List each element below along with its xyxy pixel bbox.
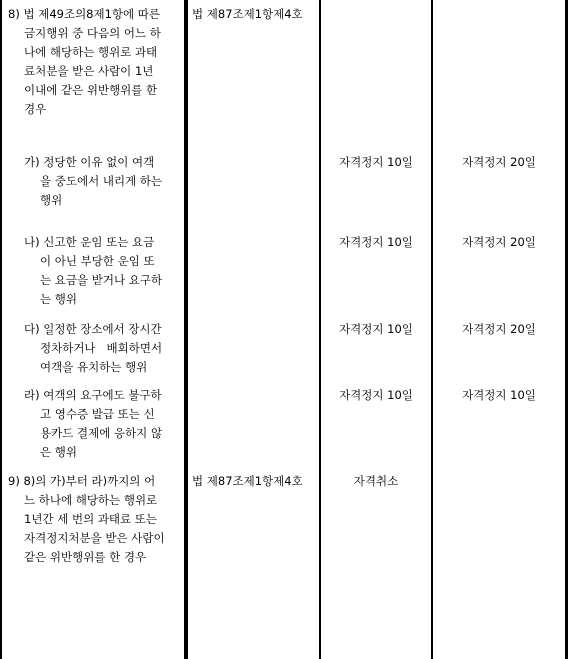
row-8-ra-second-penalty: 자격정지 10일 — [462, 388, 536, 402]
row-8-law: 법 제87조제1항제4호 — [192, 7, 303, 21]
row-8-desc-line-6: 경우 — [24, 102, 47, 116]
row-8-na-description — [8, 233, 162, 309]
row-8-ra-desc-line-2: 고 영수증 발급 또는 신 — [40, 407, 155, 421]
column-border-first-violation — [431, 0, 433, 659]
column-border-law — [319, 0, 321, 659]
row-8-ga-desc-line-1: 가) 정당한 이유 없이 여객 — [24, 155, 155, 169]
row-8-da-desc-line-3: 여객을 유치하는 행위 — [40, 360, 148, 374]
row-8-na-desc-line-3: 는 요금을 받거나 요구하 — [40, 273, 163, 287]
row-8-ra-desc-line-3: 용카드 결제에 응하지 않 — [40, 426, 163, 440]
row-9-law: 법 제87조제1항제4호 — [192, 474, 303, 488]
row-9-desc-line-2: 느 하나에 해당하는 행위로 — [24, 493, 158, 507]
row-8-da-second-penalty: 자격정지 20일 — [462, 322, 536, 336]
row-8-ra-desc-line-4: 은 행위 — [40, 445, 77, 459]
row-8-desc-line-4: 료처분을 받은 사람이 1년 — [24, 64, 154, 78]
row-9-description — [8, 472, 165, 567]
row-8-na-desc-line-2: 이 아닌 부당한 운임 또 — [40, 254, 155, 268]
row-8-ra-description — [8, 386, 162, 462]
row-8-da-first-penalty: 자격정지 10일 — [339, 322, 413, 336]
row-8-da-desc-line-2: 정차하거나 배회하면서 — [40, 341, 163, 355]
row-9-first-penalty: 자격취소 — [353, 474, 399, 488]
row-9-desc-line-4: 자격정지처분을 받은 사람이 — [24, 531, 165, 545]
row-8-desc-line-2: 금지행위 중 다음의 어느 하 — [24, 26, 161, 40]
column-border-left — [0, 0, 2, 659]
column-border-description — [184, 0, 188, 659]
row-8-ra-first-penalty: 자격정지 10일 — [339, 388, 413, 402]
row-8-na-desc-line-1: 나) 신고한 운임 또는 요금 — [24, 235, 155, 249]
row-8-na-second-penalty: 자격정지 20일 — [462, 235, 536, 249]
row-8-desc-line-3: 나에 해당하는 행위로 과태 — [24, 45, 158, 59]
row-8-da-desc-line-1: 다) 일정한 장소에서 장시간 — [24, 322, 162, 336]
row-8-na-first-penalty: 자격정지 10일 — [339, 235, 413, 249]
row-8-ga-desc-line-3: 행위 — [40, 193, 63, 207]
row-9-desc-line-5: 같은 위반행위를 한 경우 — [24, 550, 147, 564]
row-8-na-desc-line-4: 는 행위 — [40, 292, 77, 306]
row-8-ga-second-penalty: 자격정지 20일 — [462, 155, 536, 169]
row-9-desc-line-1: 9) 8)의 가)부터 라)까지의 어 — [8, 474, 156, 488]
row-8-ga-desc-line-2: 을 중도에서 내리게 하는 — [40, 174, 163, 188]
row-9-desc-line-3: 1년간 세 번의 과태료 또는 — [24, 512, 158, 526]
row-8-da-description — [8, 320, 162, 377]
row-8-desc-line-5: 이내에 같은 위반행위를 한 — [24, 83, 158, 97]
row-8-ra-desc-line-1: 라) 여객의 요구에도 불구하 — [24, 388, 162, 402]
row-8-description — [8, 5, 161, 119]
row-8-ga-first-penalty: 자격정지 10일 — [339, 155, 413, 169]
row-8-desc-line-1: 8) 법 제49조의8제1항에 따른 — [8, 7, 161, 21]
row-8-ga-description — [8, 153, 162, 210]
